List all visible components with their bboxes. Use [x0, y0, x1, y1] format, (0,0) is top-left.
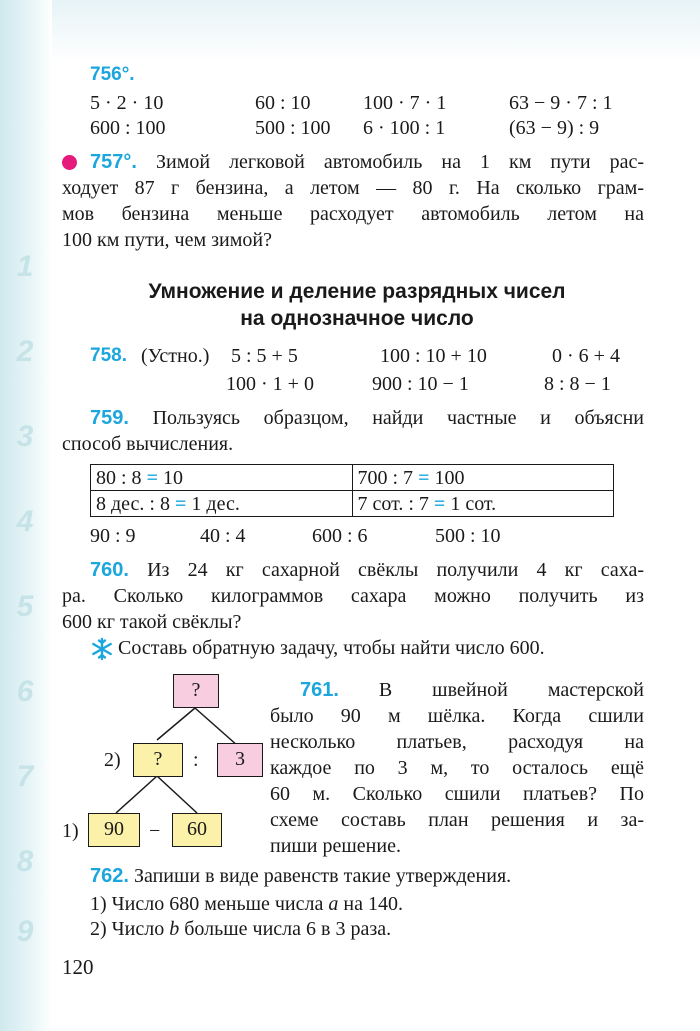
exercise-758-number: 758. [90, 345, 127, 366]
side-digit: 8 [16, 845, 34, 878]
text-line: мов бензина меньше расходует автомобиль летом на [62, 203, 644, 225]
exercise-762-intro: Запиши в виде равенств такие утверждения. [133, 865, 512, 887]
scheme-bottom-left-box: 90 [88, 813, 140, 847]
expression: 0 · 6 + 4 [552, 345, 620, 367]
side-digit: 7 [16, 760, 34, 793]
expression: 100 : 10 + 10 [380, 345, 487, 367]
text-line: было 90 м шёлка. Когда сшили [270, 705, 644, 727]
table-cell: 7 сот. : 7 = 1 сот. [352, 491, 614, 517]
scheme-mid-left-box: ? [133, 743, 183, 777]
scheme-top-box: ? [173, 674, 219, 708]
scheme-step1-label: 1) [62, 820, 79, 842]
table-cell: 700 : 7 = 100 [352, 465, 614, 491]
scheme-bottom-right-box: 60 [172, 813, 222, 847]
exercise-759-number: 759. [90, 407, 129, 429]
snowflake-icon [90, 637, 114, 661]
expression: 40 : 4 [200, 525, 246, 547]
exercise-762 [90, 863, 511, 889]
section-title-line1: Умножение и деление разрядных чисел [148, 280, 566, 303]
expression: 900 : 10 − 1 [372, 373, 469, 395]
text-line: 60 м. Сколько сшили платьев? По [270, 783, 644, 805]
exercise-757-number: 757°. [90, 151, 137, 173]
expression: 60 : 10 [255, 92, 311, 114]
text-line: ра. Сколько килограммов сахара можно получить из [62, 585, 644, 607]
text-line: Пользуясь образцом, найди частные и объясни [152, 407, 644, 429]
exercise-761-number: 761. [300, 679, 339, 701]
exercise-758-prefix: (Устно.) [141, 345, 210, 367]
side-digit: 4 [16, 505, 34, 538]
expression: 600 : 6 [312, 525, 368, 547]
expression: 500 : 10 [435, 525, 501, 547]
expression: 500 : 100 [255, 117, 331, 139]
expression: 5 · 2 · 10 [90, 92, 164, 114]
page-number: 120 [62, 955, 94, 979]
scheme-step2-label: 2) [104, 749, 121, 771]
text-line: каждое по 3 м, то осталось ещё [270, 757, 644, 779]
expression: 63 − 9 · 7 : 1 [509, 92, 613, 114]
table-cell: 8 дес. : 8 = 1 дес. [91, 491, 353, 517]
exercise-760-number: 760. [90, 559, 129, 581]
section-title-line2: на однозначное число [240, 307, 474, 330]
exercise-762-number: 762. [90, 865, 129, 887]
expression: 8 : 8 − 1 [544, 373, 611, 395]
side-digit: 3 [16, 420, 34, 453]
difficulty-dot-icon [62, 155, 77, 170]
expression: 100 · 7 · 1 [363, 92, 447, 114]
exercise-761-body [270, 703, 644, 859]
table-row [91, 491, 614, 517]
text-line: 600 кг такой свёклы? [62, 611, 242, 633]
expression: 6 · 100 : 1 [363, 117, 446, 139]
side-digit: 9 [16, 915, 34, 948]
table-cell: 80 : 8 = 10 [91, 465, 353, 491]
text-line: способ вычисления. [62, 433, 234, 455]
expression: (63 − 9) : 9 [509, 117, 600, 139]
side-decorative-band [0, 0, 52, 1031]
expression: 90 : 9 [90, 525, 136, 547]
statement-1: 1) Число 680 меньше числа a на 140. [90, 893, 403, 915]
text-line: В швейной мастерской [378, 679, 645, 701]
exercise-757 [62, 149, 645, 253]
text-line: несколько платьев, расходуя на [270, 731, 644, 753]
scheme-mid-right-box: 3 [217, 743, 263, 777]
exercise-760 [62, 557, 644, 635]
side-digit: 2 [16, 335, 34, 368]
text-line: 100 км пути, чем зимой? [62, 229, 272, 251]
exercise-756-number: 756°. [90, 64, 135, 85]
inverse-task-text: Составь обратную задачу, чтобы найти число 600. [118, 637, 545, 659]
sample-table [90, 464, 614, 517]
text-line: пиши решение. [270, 835, 401, 857]
text-line: Из 24 кг сахарной свёклы получили 4 кг саха- [147, 559, 644, 581]
text-line: схеме составь план решения и за- [270, 809, 644, 831]
scheme-mid-operator: : [193, 749, 199, 771]
top-decorative-band [0, 0, 700, 62]
expression: 100 · 1 + 0 [226, 373, 314, 395]
scheme-bottom-operator: − [149, 820, 161, 842]
table-row [91, 465, 614, 491]
text-line: ходует 87 г бензина, а летом — 80 г. На сколько грам- [62, 177, 644, 199]
exercise-759 [62, 405, 644, 457]
expression: 5 : 5 + 5 [231, 345, 298, 367]
side-digit: 5 [16, 590, 34, 623]
side-digit: 1 [16, 250, 34, 283]
side-digit: 6 [16, 675, 34, 708]
statement-2: 2) Число b больше числа 6 в 3 раза. [90, 918, 392, 940]
expression: 600 : 100 [90, 117, 166, 139]
exercise-761 [300, 677, 644, 703]
text-line: Зимой легковой автомобиль на 1 км пути рас- [155, 151, 645, 173]
